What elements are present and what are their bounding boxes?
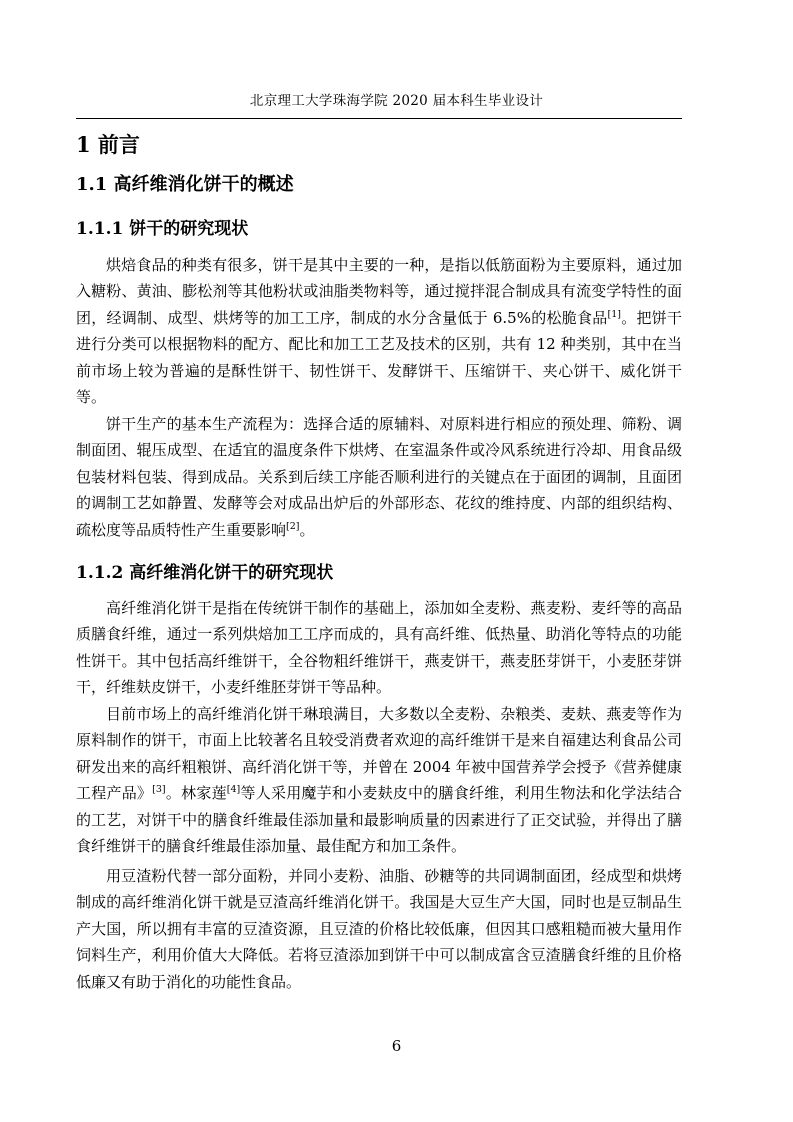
text-run: 。 <box>299 520 315 539</box>
text-run: 饼干生产的基本生产流程为：选择合适的原辅料、对原料进行相应的预处理、筛粉、调制面团、辊压成型、在适宜的温度条件下烘烤、在室温条件或冷风系统进行冷却、用食品级包装材料包装、得到成品。关系到后续工序能否顺利进行的关键点在于面团的调制，且面团的调制工艺如静置、发酵等会对成品出炉后的外部形态、花纹的维持度、内部的组织结构、疏松度等品质特性产生重要影响 <box>76 415 682 539</box>
citation-marker: [2] <box>286 520 300 532</box>
paragraph-1 <box>76 252 682 410</box>
subsubsection-heading-2: 1.1.2 高纤维消化饼干的研究现状 <box>76 563 334 583</box>
header-divider <box>76 118 682 119</box>
running-header: 北京理工大学珠海学院 2020 届本科生毕业设计 <box>249 93 544 109</box>
citation-marker: [4] <box>226 784 241 796</box>
paragraph-5 <box>76 863 682 995</box>
subsubsection-heading-1: 1.1.1 饼干的研究现状 <box>76 219 249 239</box>
text-run: 高纤维消化饼干是指在传统饼干制作的基础上，添加如全麦粉、燕麦粉、麦纤等的高品质膳食纤维，通过一系列烘焙加工工序而成的，具有高纤维、低热量、助消化等特点的功能性饼干。其中包括高纤维饼干，全谷物粗纤维饼干，燕麦饼干，燕麦胚芽饼干，小麦胚芽饼干，纤维麸皮饼干，小麦纤维胚芽饼干等品种。 <box>76 599 682 697</box>
text-run: 。把饼干进行分类可以根据物料的配方、配比和加工工艺及技术的区别，共有 12 种类别，其中在当前市场上较为普遍的是酥性饼干、韧性饼干、发酵饼干、压缩饼干、夹心饼干、威化饼干等。 <box>76 308 682 407</box>
paragraph-4 <box>76 701 682 859</box>
citation-marker: [3] <box>152 784 166 796</box>
paragraph-3 <box>76 595 682 701</box>
text-run: 目前市场上的高纤维消化饼干琳琅满目，大多数以全麦粉、杂粮类、麦麸、燕麦等作为原料制作的饼干，市面上比较著名且较受消费者欢迎的高纤维饼干是来自福建达利食品公司研发出来的高纤粗粮饼、高纤消化饼干等，并曾在 2004 年被中国营养学会授予《营养健康工程产品》 <box>76 705 682 803</box>
citation-marker: [1] <box>607 308 621 320</box>
subsection-heading: 1.1 高纤维消化饼干的概述 <box>76 174 294 195</box>
text-run: 等人采用魔芋和小麦麸皮中的膳食纤维，利用生物法和化学法结合的工艺，对饼干中的膳食纤维最佳添加量和最影响质量的因素进行了正交试验，并得出了膳食纤维饼干的膳食纤维最佳添加量、最佳配方和加工条件。 <box>76 784 682 856</box>
text-run: 用豆渣粉代替一部分面粉，并同小麦粉、油脂、砂糖等的共同调制面团，经成型和烘烤制成的高纤维消化饼干就是豆渣高纤维消化饼干。我国是大豆生产大国，同时也是豆制品生产大国，所以拥有丰富的豆渣资源，且豆渣的价格比较低廉，但因其口感粗糙而被大量用作饲料生产，利用价值大大降低。若将豆渣添加到饼干中可以制成富含豆渣膳食纤维的且价格低廉又有助于消化的功能性食品。 <box>76 867 682 991</box>
text-run: 。林家莲 <box>165 784 227 803</box>
page-number: 6 <box>391 1037 402 1055</box>
text-run: 烘焙食品的种类有很多，饼干是其中主要的一种，是指以低筋面粉为主要原料，通过加入糖粉、黄油、膨松剂等其他粉状或油脂类物料等，通过搅拌混合制成具有流变学特性的面团，经调制、成型、烘烤等的加工工序，制成的水分含量低于 6.5%的松脆食品 <box>76 256 682 327</box>
section-heading: 1 前言 <box>76 132 140 157</box>
paragraph-2 <box>76 411 682 543</box>
